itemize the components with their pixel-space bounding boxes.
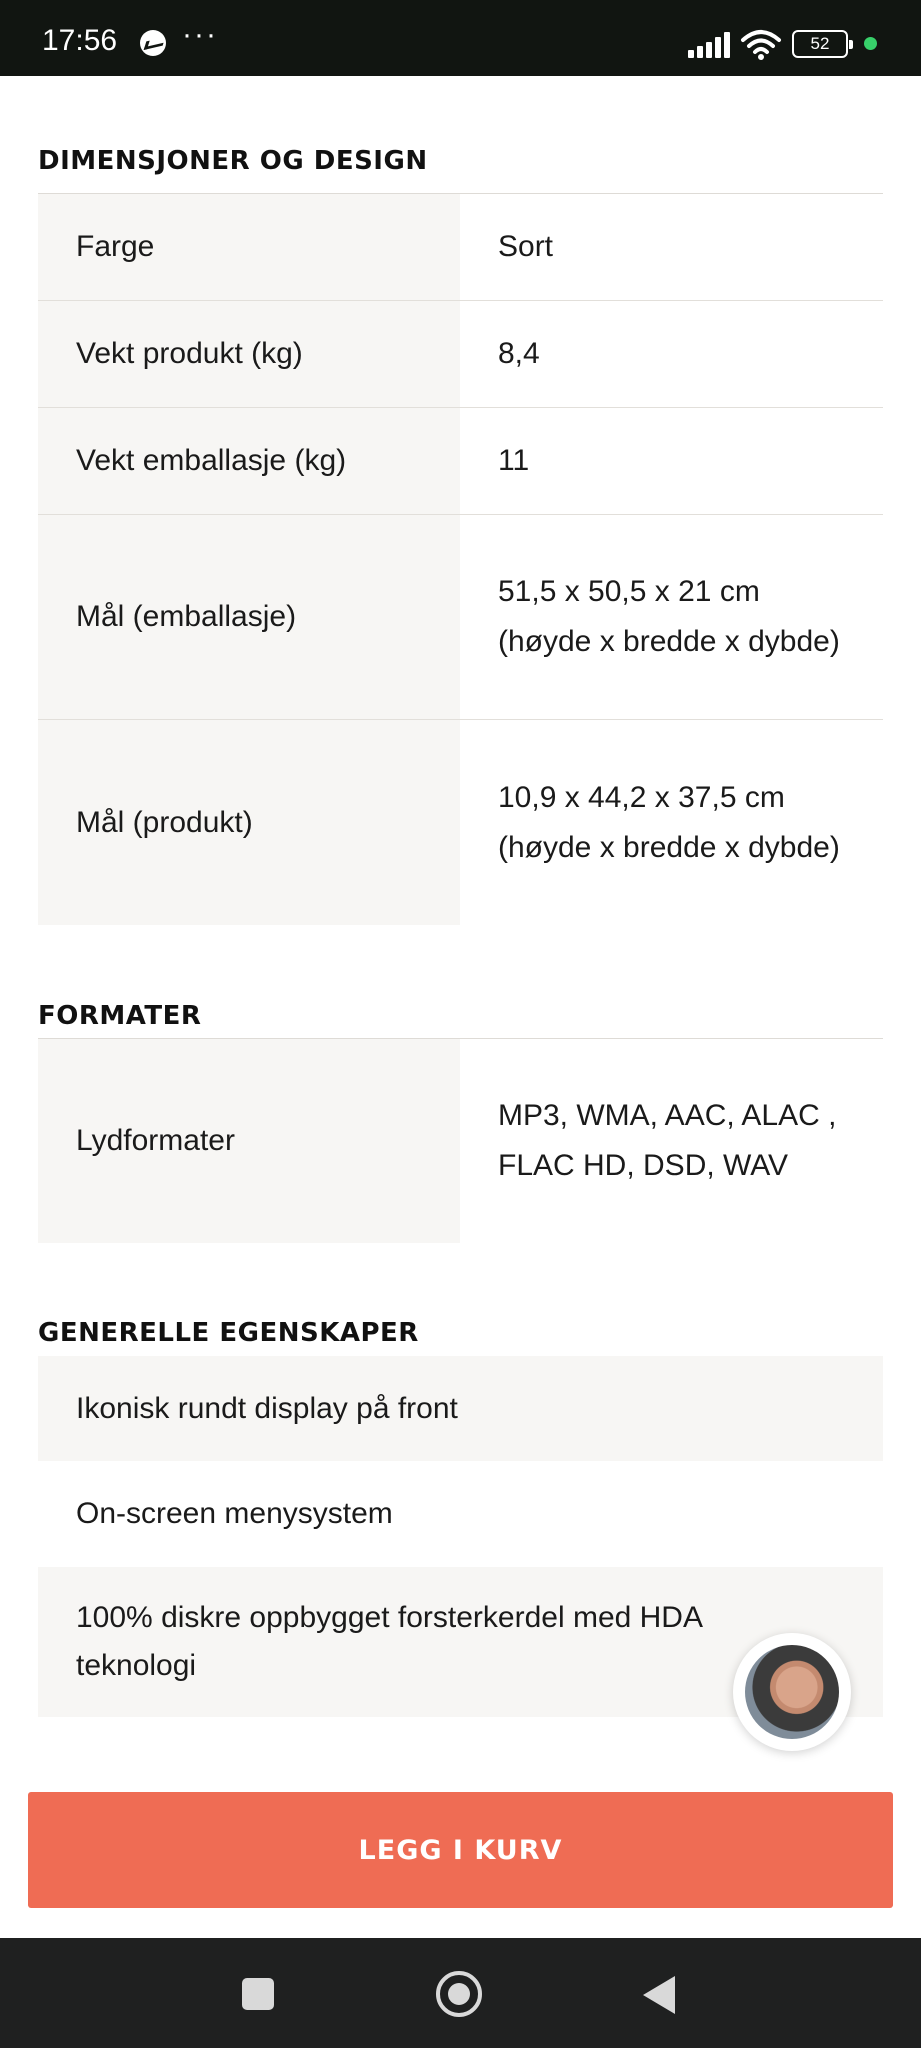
- spec-label: Vekt emballasje (kg): [38, 408, 460, 514]
- spec-row: [38, 301, 883, 408]
- spec-label: Mål (produkt): [38, 720, 460, 925]
- status-bar: [0, 0, 921, 76]
- section-dimensions: [0, 76, 921, 925]
- spec-value: MP3, WMA, AAC, ALAC , FLAC HD, DSD, WAV: [498, 1099, 837, 1182]
- home-icon[interactable]: [436, 1971, 482, 2017]
- spec-label: Farge: [38, 194, 460, 300]
- spec-row: [38, 408, 883, 515]
- list-item: On-screen menysystem: [76, 1497, 393, 1530]
- spec-row: [38, 515, 883, 720]
- person-avatar-icon: [745, 1645, 839, 1739]
- spec-table-dimensions: [38, 193, 883, 925]
- more-notifications-icon: ···: [182, 18, 218, 51]
- chat-avatar-button[interactable]: [733, 1633, 851, 1751]
- back-icon[interactable]: [643, 1976, 675, 2014]
- system-nav-bar: [0, 1938, 921, 2048]
- spec-label: Mål (emballasje): [38, 515, 460, 719]
- spec-label: Vekt produkt (kg): [38, 301, 460, 407]
- list-item: Ikonisk rundt display på front: [38, 1356, 883, 1461]
- messenger-icon: [140, 30, 166, 56]
- battery-icon: 52: [792, 30, 848, 58]
- spec-row: [38, 720, 883, 925]
- spec-value: 10,9 x 44,2 x 37,5 cm (høyde x bredde x dybde): [498, 780, 840, 864]
- wifi-icon: [740, 28, 782, 60]
- privacy-indicator-dot: [864, 37, 877, 50]
- section-title-general: GENERELLE EGENSKAPER: [38, 1318, 419, 1348]
- cta-bar: [0, 1762, 921, 1938]
- spec-row: [38, 1039, 883, 1243]
- signal-icon: [688, 32, 732, 58]
- spec-value: 11: [498, 444, 530, 477]
- spec-value: 51,5 x 50,5 x 21 cm (høyde x bredde x dybde): [498, 575, 840, 658]
- list-item: 100% diskre oppbygget forsterkerdel med HDA teknologi: [38, 1567, 883, 1717]
- section-formats: [0, 925, 921, 1243]
- status-time: 17:56: [42, 24, 118, 57]
- spec-value: Sort: [498, 230, 554, 263]
- spec-table-formats: [38, 1038, 883, 1243]
- section-title-dimensions: DIMENSJONER OG DESIGN: [38, 146, 428, 176]
- add-to-cart-button[interactable]: LEGG I KURV: [28, 1792, 893, 1908]
- spec-value: 8,4: [498, 337, 540, 370]
- recents-icon[interactable]: [242, 1978, 274, 2010]
- product-specs: [0, 76, 921, 1717]
- spec-label: Lydformater: [38, 1039, 460, 1243]
- spec-row: [38, 194, 883, 301]
- section-title-formats: FORMATER: [38, 1001, 202, 1031]
